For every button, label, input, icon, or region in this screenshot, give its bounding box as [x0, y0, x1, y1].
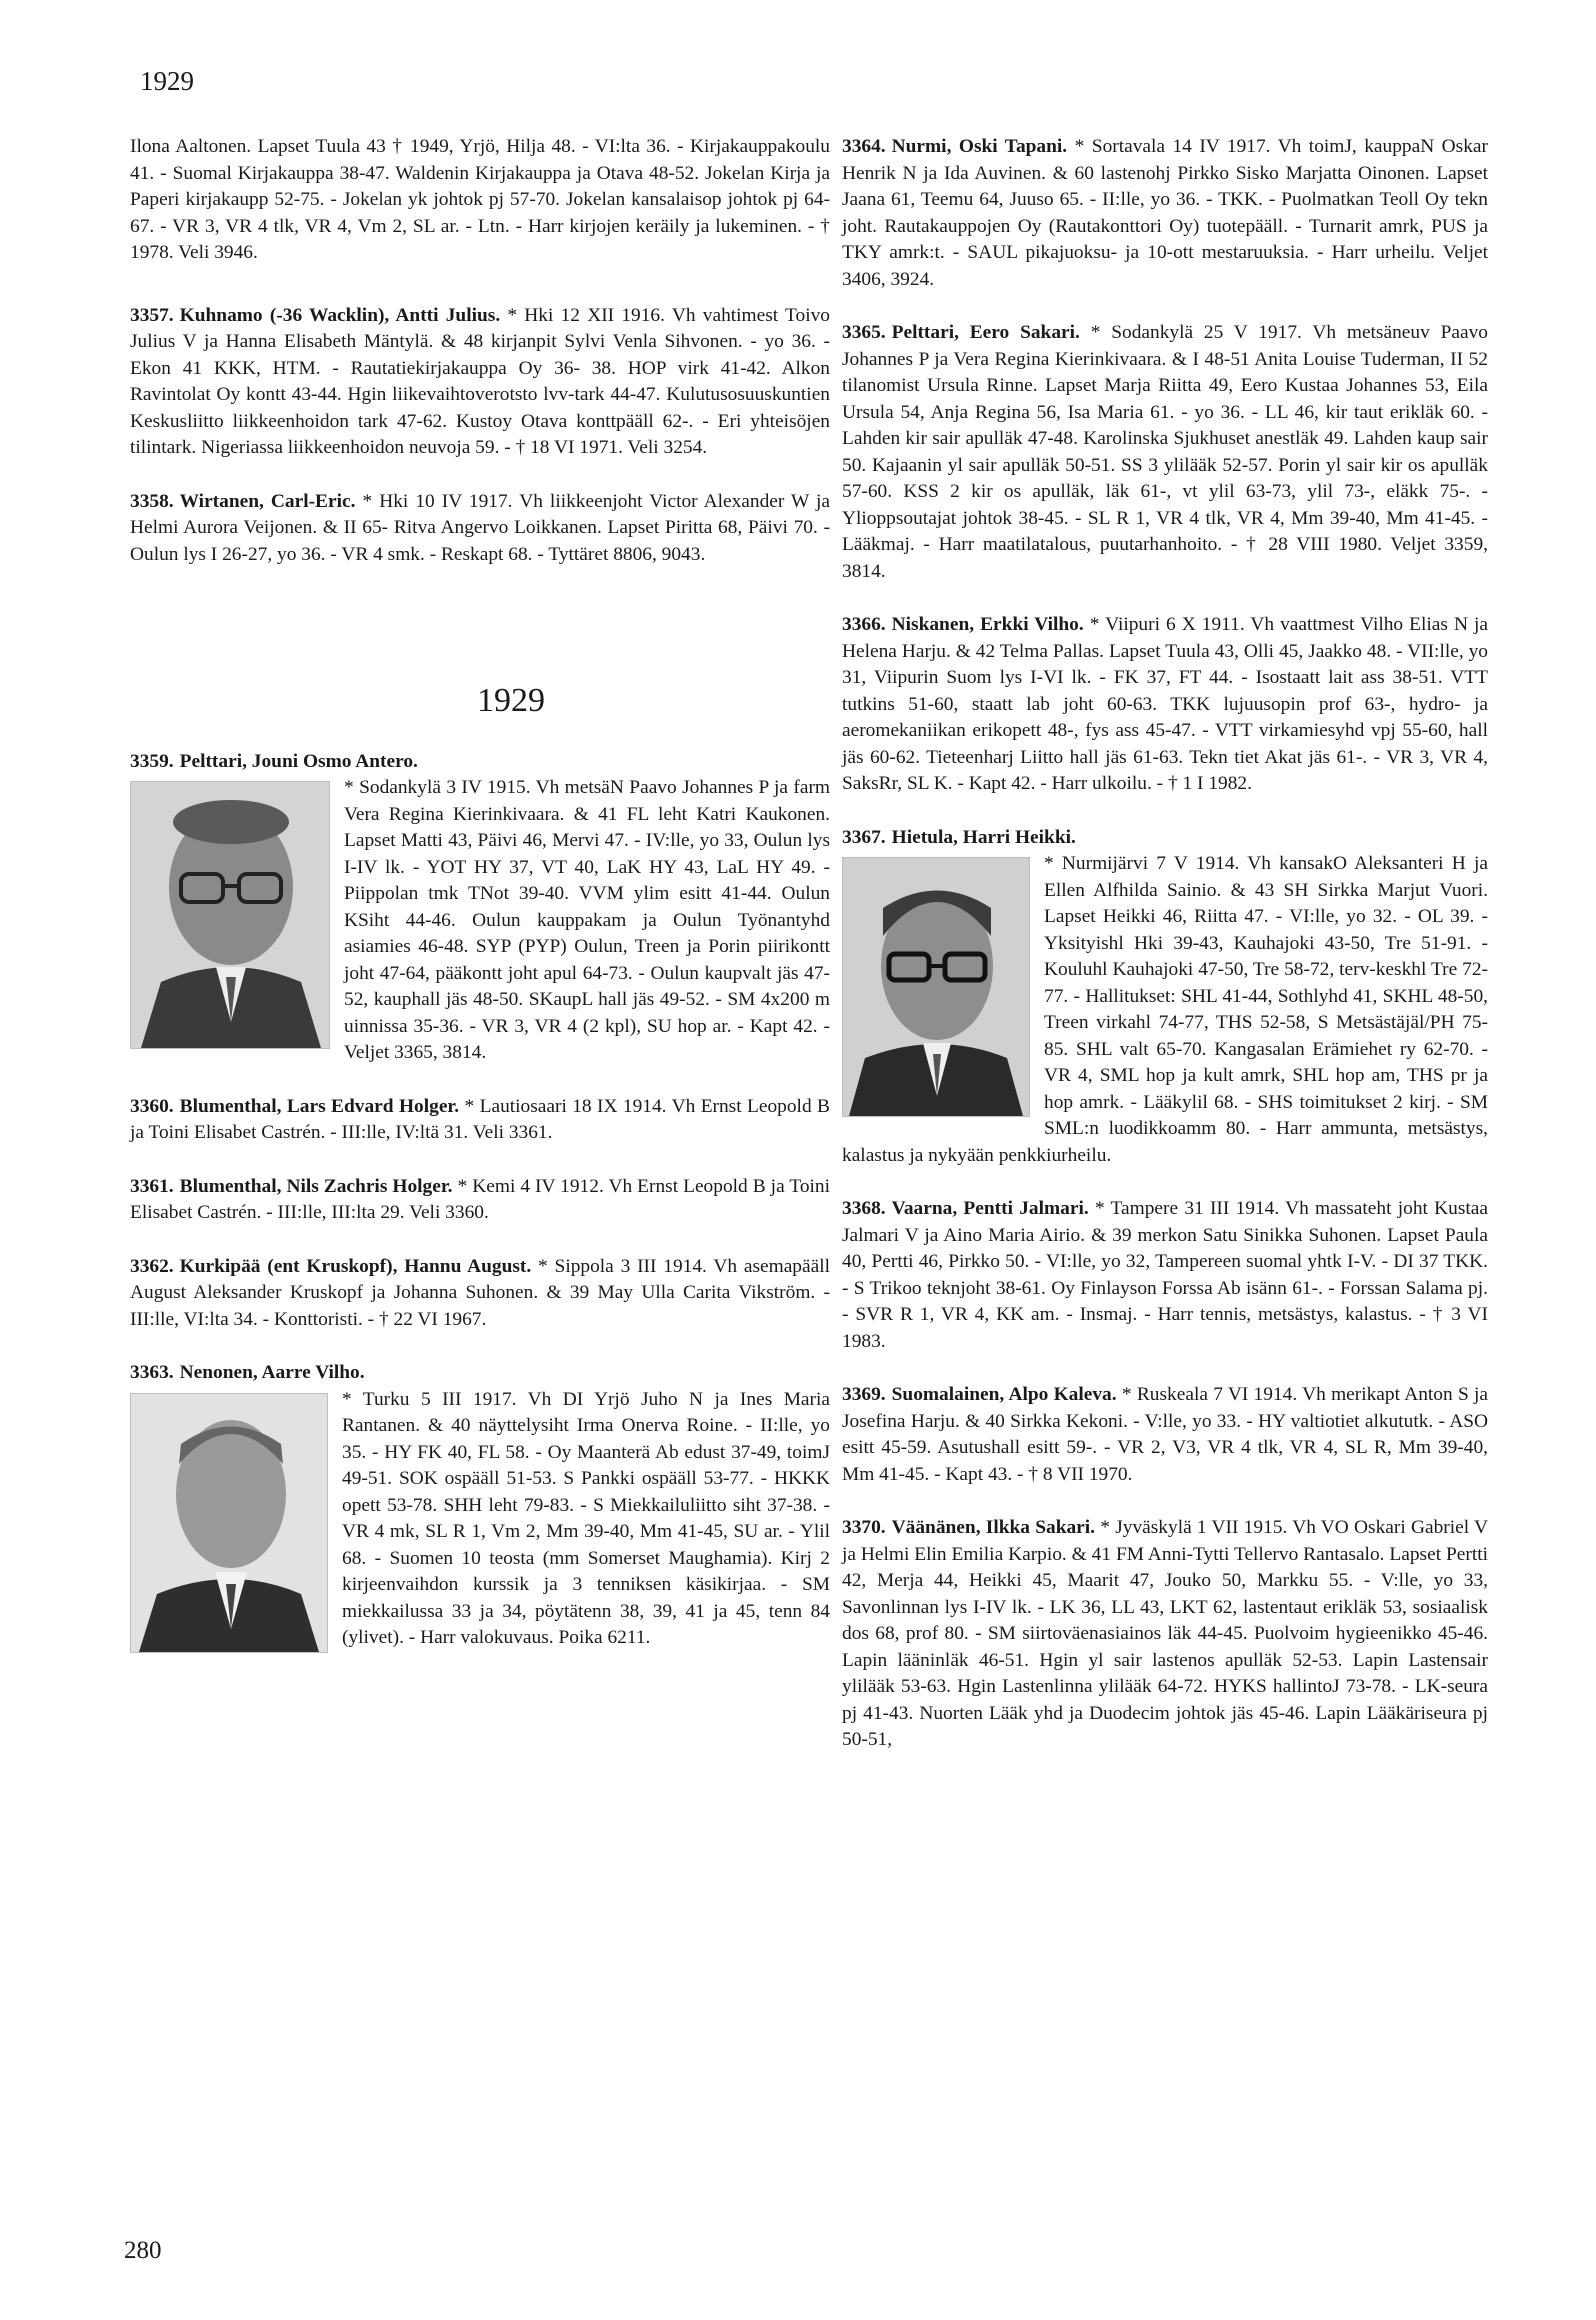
entry-name: Vaarna, Pentti Jalmari. — [891, 1198, 1089, 1219]
entry-3363 — [130, 1360, 830, 1652]
entry-3369 — [842, 1382, 1488, 1488]
year-heading: 1929 — [477, 682, 545, 719]
portrait-man-icon — [131, 1394, 327, 1652]
entry-name: Wirtanen, Carl-Eric. — [179, 490, 356, 512]
entry-number: 3362. — [130, 1255, 174, 1277]
entry-number: 3360. — [130, 1095, 174, 1117]
entry-number: 3369. — [842, 1384, 886, 1405]
entry-name: Nenonen, Aarre Vilho. — [179, 1362, 365, 1383]
entry-text: * Tampere 31 III 1914. Vh massateht joht Kustaa Jalmari V ja Aino Maria Airio. & 39 merkon Satu Sinikka Suhonen. Lapset Paula 40, Pertti 46, Pirkko 50. - VI:lle, yo 32, Tampereen suomal yhtk I-V. - DI 37 TKK. - S Trikoo teknjoht 38-61. Oy Finlayson Forssa Ab isänn 61-. - Forssan Salama pj. - SVR R 1, VR 4, KK am. - Insmaj. - Harr tennis, metsästys, kalastus. - † 3 VI 1983. — [842, 1198, 1488, 1352]
entry-3366 — [842, 612, 1488, 798]
portrait-man-glasses-icon — [843, 858, 1029, 1116]
intro-paragraph: Ilona Aaltonen. Lapset Tuula 43 † 1949, Yrjö, Hilja 48. - VI:lta 36. - Kirjakauppakoulu 41. - Suomal Kirjakauppa 38-47. Waldenin Kirjakauppa ja Otava 48-52. Jokelan Kirja ja Paperi kirjakaupp 52-75. - Jokelan yk johtok pj 57-70. Jokelan kansalaisop johtok pj 64-67. - VR 3, VR 4 tlk, VR 4, Vm 2, SL ar. - Ltn. - Harr kirjojen keräily ja lukeminen. - † 1978. Veli 3946. — [130, 136, 830, 263]
entry-number: 3365. — [842, 322, 886, 343]
entry-name: Niskanen, Erkki Vilho. — [891, 614, 1084, 635]
entry-number: 3361. — [130, 1175, 174, 1197]
left-column — [130, 134, 830, 1679]
entry-text: * Lautiosaari 18 IX 1914. Vh Ernst Leopold B ja Toini Elisabet Castrén. - III:lle, IV:ltä 31. Veli 3361. — [130, 1095, 830, 1143]
entry-3361 — [130, 1174, 830, 1227]
entry-3370 — [842, 1515, 1488, 1754]
entry-text: * Hki 12 XII 1916. Vh vahtimest Toivo Julius V ja Hanna Elisabeth Mäntylä. & 48 kirjanpit Sylvi Venla Sihvonen. - yo 36. - Ekon 41 KKK, HTM. - Rautatiekirjakauppa Oy 36- 38. HOP virk 41-42. Alkon Ravintolat Oy kontt 43-44. Hgin liikevaihtoverotsto lvv-tark 44-47. Kulutusosuuskuntien Keskusliitto liikkeenhoidon tark 47-62. Kustoy Otava konttpääll 62-. - Eri yhteisöjen tilintark. Nigeriassa liikkeenhoidon neuvoja 59. - † 18 VI 1971. Veli 3254. — [130, 304, 830, 458]
entry-number: 3363. — [130, 1362, 174, 1383]
portrait-man-glasses-icon — [131, 782, 329, 1048]
entry-text: * Turku 5 III 1917. Vh DI Yrjö Juho N ja Ines Maria Rantanen. & 40 näyttelysiht Irma Onerva Roine. - II:lle, yo 35. - HY FK 40, FL 58. - Oy Maanterä Ab edust 37-49, toimJ 49-51. SOK ospääll 51-53. S Pankki ospääll 53-77. - HKKK opett 53-78. SHH leht 79-83. - S Miekkailuliitto siht 37-38. - VR 4 mk, SL R 1, Vm 2, Mm 39-40, Mm 41-45, SU ar. - Ylil 68. - Suomen 10 teosta (mm Somerset Maughamia). Kirj 2 kirjeenvaihdon kurssik ja 3 tenniksen käsikirjaa. - SM miekkailussa 33 ja 34, pöytätenn 38, 39, 41 ja 45, tenn 84 (ylivet). - Harr valokuvaus. Poika 6211. — [342, 1388, 830, 1648]
entry-text: * Sodankylä 3 IV 1915. Vh metsäN Paavo Johannes P ja farm Vera Regina Kierinkivaara. & 41 FL leht Katri Kaukonen. Lapset Matti 43, Päivi 46, Mervi 47. - IV:lle, yo 33, Oulun lys I-IV lk. - YOT HY 37, VT 40, LaK HY 43, LaL HY 49. - Piippolan tmk TNot 39-40. VVM ylim esitt 41-44. Oulun KSiht 44-46. Oulun kauppakam ja Oulun Työnantyhd asiamies 46-48. SYP (PYP) Oulun, Treen ja Porin piirikontt joht 47-64, pääkontt joht apul 64-73. - Oulun kaupvalt jäs 47-52, kauphall jäs 48-50. SKaupL hall jäs 49-52. - SM 4x200 m uinnissa 35-36. - VR 3, VR 4 (2 kpl), SU hop ar. - Kapt 42. - Veljet 3365, 3814. — [344, 777, 830, 1063]
entry-3364 — [842, 134, 1488, 293]
entry-3365 — [842, 320, 1488, 585]
page-number-bottom: 280 — [124, 2237, 162, 2264]
entry-number: 3367. — [842, 826, 886, 848]
entry-name: Kuhnamo (-36 Wacklin), Antti Julius. — [179, 304, 501, 326]
entry-number: 3357. — [130, 304, 174, 326]
right-column — [842, 134, 1488, 1781]
entry-text: * Hki 10 IV 1917. Vh liikkeenjoht Victor Alexander W ja Helmi Aurora Veijonen. & II 65- Ritva Angervo Loikkanen. Lapset Piritta 68, Päivi 70. - Oulun lys I 26-27, yo 36. - VR 4 smk. - Reskapt 68. - Tyttäret 8806, 9043. — [130, 490, 830, 565]
entry-text: * Viipuri 6 X 1911. Vh vaattmest Vilho Elias N ja Helena Harju. & 42 Telma Pallas. Lapset Tuula 43, Olli 45, Jaakko 48. - VII:lle, yo 31, Viipurin Suom lys I-VI lk. - FK 37, FT 44. - Isostaatt lait ass 38-51. VTT tutkins 51-60, staatt lab joht 60-63. TKK lujuusopin prof 63-, hydro- ja aeromekaniikan erikopett 48-, fys ass 45-47. - VTT virkamiesyhd vpj 55-60, hall jäs 60-62. Tieteenharj Liitto hall jäs 61-63. Tekn tiet Akat jäs 61-. - VR 3, VR 4, SaksRr, SL K. - Kapt 42. - Harr ulkoilu. - † 1 I 1982. — [842, 614, 1488, 794]
entry-text: * Jyväskylä 1 VII 1915. Vh VO Oskari Gabriel V ja Helmi Elin Emilia Karpio. & 41 FM Anni-Tytti Tellervo Rantasalo. Lapset Pertti 42, Merja 44, Heikki 45, Maarit 47, Jouko 50, Markku 55. - V:lle, yo 33, Savonlinnan lys I-IV lk. - LK 36, LL 43, LKT 62, lastentaut erikläk 53, sosiaalisk dos 68, prof 80. - SM siirtoväenasiainos läk 44-45. Puolvoim hygieenikko 45-46. Lapin lääninläk 46-51. Hgin yl sair lastenos apulläk 52-53. Lapin Lastensair ylilääk 53-63. Hgin Lastenlinna ylilääk 64-72. HYKS hallintoJ 73-78. - LK-seura pj 41-43. Nuorten Lääk yhd ja Duodecim johtok jäs 45-46. Lapin Lääkäriseura pj 50-51, — [842, 1517, 1489, 1750]
entry-name: Kurkipää (ent Kruskopf), Hannu August. — [179, 1255, 532, 1277]
entry-number: 3370. — [842, 1517, 886, 1538]
entry-text: * Sortavala 14 IV 1917. Vh toimJ, kauppaN Oskar Henrik N ja Ida Auvinen. & 60 lastenohj Pirkko Sisko Marjatta Oinonen. Lapset Jaana 61, Teemu 64, Juuso 65. - II:lle, yo 36. - TKK. - Puolmatkan Teoll Oy tekn joht. Rautakauppojen Oy (Rautakonttori Oy) tuotepääll. - Turnarit amrk, PUS ja TKY amrk:t. - SAUL pikajuoksu- ja 10-ott mestaruuksia. - Harr urheilu. Veljet 3406, 3924. — [842, 136, 1488, 290]
entry-3368 — [842, 1196, 1488, 1355]
entry-number: 3368. — [842, 1198, 886, 1219]
entry-3367 — [842, 825, 1488, 1170]
entry-number: 3359. — [130, 750, 174, 772]
entry-name: Pelttari, Eero Sakari. — [891, 322, 1080, 343]
portrait-photo — [130, 781, 330, 1049]
entry-3358 — [130, 489, 830, 569]
entry-text: * Ruskeala 7 VI 1914. Vh merikapt Anton S ja Josefina Harju. & 40 Sirkka Kekoni. - V:lle, yo 33. - HY valtiotiet alkututk. - ASO esitt 45-59. Asutushall esitt 59-. - VR 2, V3, VR 4 tlk, VR 4, SL R, Mm 39-40, Mm 41-45. - Kapt 43. - † 8 VII 1970. — [842, 1384, 1488, 1485]
entry-name: Blumenthal, Nils Zachris Holger. — [179, 1175, 453, 1197]
entry-text: * Nurmijärvi 7 V 1914. Vh kansakO Aleksanteri H ja Ellen Alfhilda Sainio. & 43 SH Sirkka Marjut Vuori. Lapset Heikki 46, Riitta 47. - VI:lle, yo 32. - OL 39. - Yksityishl Hki 39-43, Kauhajoki 43-50, Tre 51-91. - Kouluhl Kauhajoki 47-50, Tre 58-72, terv-keskhl Tre 72-77. - Hallitukset: SHL 41-44, Sothlyhd 41, SKHL 48-50, Treen virkahl 74-77, THS 52-58, S Metsästäjäl/PH 75-85. SHL valt 65-70. Kangasalan Erämiehet ry 62-70. - VR 4, SML hop ja kult amrk, SHL hop am, THS pr ja hop amrk. - Lääkylil 68. - SHS toimitukset 2 kirj. - SM SML:n luodikkoamm 80. - Harr ammunta, metsästys, kalastus ja nykyään penkkiurheilu. — [842, 853, 1488, 1166]
entry-text: * Kemi 4 IV 1912. Vh Ernst Leopold B ja Toini Elisabet Castrén. - III:lle, III:lta 29. Veli 3360. — [130, 1175, 830, 1223]
entry-3362 — [130, 1254, 830, 1334]
portrait-photo — [842, 857, 1030, 1117]
entry-number: 3358. — [130, 490, 174, 512]
entry-number: 3364. — [842, 136, 886, 157]
entry-name: Nurmi, Oski Tapani. — [891, 136, 1068, 157]
entry-name: Pelttari, Jouni Osmo Antero. — [179, 750, 418, 772]
entry-name: Suomalainen, Alpo Kaleva. — [891, 1384, 1117, 1405]
entry-text: * Sippola 3 III 1914. Vh asemapääll August Aleksander Kruskopf ja Johanna Suhonen. & 39 May Ulla Carita Vikström. - III:lle, VI:lta 34. - Konttoristi. - † 22 VI 1967. — [130, 1255, 830, 1330]
portrait-photo — [130, 1393, 328, 1653]
entry-number: 3366. — [842, 614, 886, 635]
entry-name: Väänänen, Ilkka Sakari. — [891, 1517, 1096, 1538]
entry-3359 — [130, 749, 830, 1067]
entry-name: Blumenthal, Lars Edvard Holger. — [179, 1095, 460, 1117]
entry-text: * Sodankylä 25 V 1917. Vh metsäneuv Paavo Johannes P ja Vera Regina Kierinkivaara. & I 48-51 Anita Louise Tuderman, II 52 tilanomist Ursula Rinne. Lapset Marja Riitta 49, Eero Kustaa Johannes 53, Eila Ursula 54, Anja Regina 56, Isa Maria 61. - yo 36. - LL 46, kir taut erikläk 60. - Lahden kir sair apulläk 47-48. Karolinska Sjukhuset anestläk 49. Lahden kaup sair 50. Kajaanin yl sair apulläk 50-51. SS 3 ylilääk 52-57. Porin yl sair kir os apulläk 57-60. KSS 2 kir os apulläk, läk 61-, vt ylil 63-73, ylil 73-, eläkk 75-. - Ylioppsoutajat johtok 38-45. - SL R 1, VR 4 tlk, VR 4, Mm 39-40, Mm 41-45. - Lääkmaj. - Harr maatilatalous, puutarhanhoito. - † 28 VIII 1980. Veljet 3359, 3814. — [842, 322, 1488, 582]
entry-name: Hietula, Harri Heikki. — [891, 826, 1076, 848]
entry-3357 — [130, 303, 830, 462]
entry-3360 — [130, 1094, 830, 1147]
page-number-top: 1929 — [140, 66, 194, 96]
